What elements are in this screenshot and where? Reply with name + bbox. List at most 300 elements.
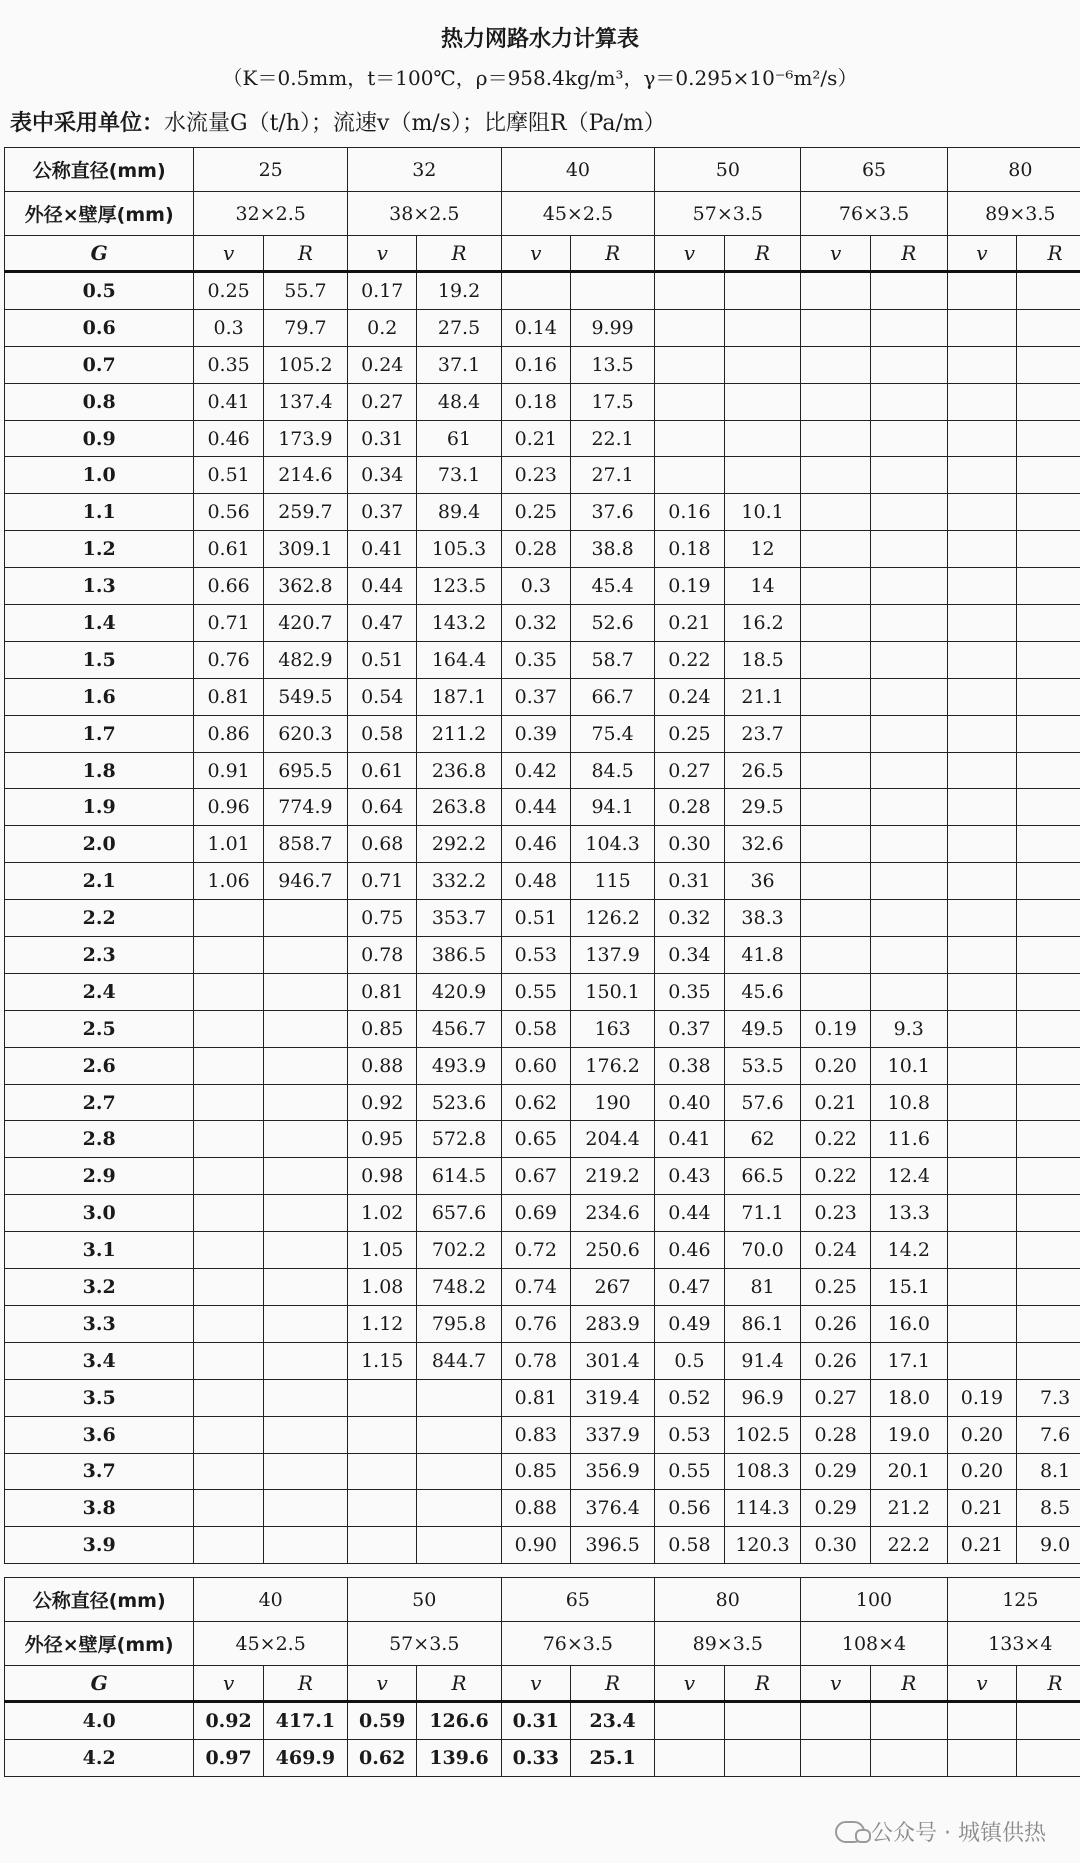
resistance-cell: 16.2 bbox=[724, 605, 801, 642]
velocity-header: v bbox=[347, 1666, 416, 1702]
table-row bbox=[5, 900, 1080, 937]
velocity-cell: 0.54 bbox=[348, 678, 417, 715]
resistance-cell: 702.2 bbox=[417, 1232, 501, 1269]
resistance-cell bbox=[870, 346, 947, 383]
velocity-cell bbox=[655, 1702, 724, 1740]
resistance-cell bbox=[1017, 420, 1080, 457]
resistance-cell: 126.6 bbox=[417, 1702, 501, 1740]
resistance-cell bbox=[1017, 1232, 1080, 1269]
velocity-cell: 0.21 bbox=[655, 605, 724, 642]
velocity-cell: 0.25 bbox=[194, 272, 263, 310]
velocity-cell: 0.17 bbox=[348, 272, 417, 310]
velocity-cell bbox=[947, 1232, 1016, 1269]
velocity-cell: 0.28 bbox=[655, 789, 724, 826]
resistance-cell: 844.7 bbox=[417, 1342, 501, 1379]
resistance-cell: 16.0 bbox=[870, 1305, 947, 1342]
flow-cell: 2.2 bbox=[5, 900, 194, 937]
resistance-cell: 236.8 bbox=[417, 752, 501, 789]
resistance-cell: 91.4 bbox=[724, 1342, 801, 1379]
resistance-cell bbox=[1017, 900, 1080, 937]
resistance-cell: 126.2 bbox=[571, 900, 655, 937]
velocity-cell bbox=[655, 309, 724, 346]
resistance-cell: 61 bbox=[417, 420, 501, 457]
velocity-cell bbox=[801, 900, 870, 937]
resistance-cell: 137.4 bbox=[263, 383, 347, 420]
dn-cell: 50 bbox=[347, 1578, 501, 1622]
hydraulic-table-upper bbox=[4, 147, 1080, 1564]
velocity-cell: 1.01 bbox=[194, 826, 263, 863]
resistance-cell bbox=[724, 272, 801, 310]
velocity-cell bbox=[947, 383, 1016, 420]
flow-cell: 2.3 bbox=[5, 937, 194, 974]
velocity-header: v bbox=[501, 1666, 570, 1702]
velocity-cell: 0.27 bbox=[655, 752, 724, 789]
velocity-cell: 0.91 bbox=[194, 752, 263, 789]
flow-cell: 3.2 bbox=[5, 1269, 194, 1306]
units-note bbox=[10, 106, 666, 137]
velocity-cell: 0.81 bbox=[194, 678, 263, 715]
velocity-cell: 0.51 bbox=[194, 457, 263, 494]
resistance-cell: 17.1 bbox=[870, 1342, 947, 1379]
resistance-cell bbox=[1017, 826, 1080, 863]
resistance-cell: 105.2 bbox=[263, 346, 347, 383]
resistance-cell: 86.1 bbox=[724, 1305, 801, 1342]
resistance-cell bbox=[263, 1195, 347, 1232]
dn-cell: 80 bbox=[655, 1578, 801, 1622]
velocity-cell: 0.21 bbox=[947, 1490, 1016, 1527]
velocity-cell: 0.44 bbox=[348, 568, 417, 605]
velocity-cell bbox=[947, 346, 1016, 383]
velocity-cell: 0.21 bbox=[501, 420, 570, 457]
velocity-cell: 0.60 bbox=[501, 1047, 570, 1084]
resistance-cell bbox=[870, 641, 947, 678]
resistance-cell: 21.2 bbox=[870, 1490, 947, 1527]
velocity-cell bbox=[194, 1453, 263, 1490]
nominal-diameter-row bbox=[5, 1578, 1080, 1622]
velocity-cell bbox=[947, 789, 1016, 826]
resistance-cell: 695.5 bbox=[263, 752, 347, 789]
flow-cell: 3.6 bbox=[5, 1416, 194, 1453]
dn-cell: 25 bbox=[194, 148, 348, 192]
resistance-cell: 7.3 bbox=[1017, 1379, 1080, 1416]
velocity-cell bbox=[194, 1269, 263, 1306]
velocity-cell: 0.62 bbox=[347, 1740, 416, 1777]
velocity-cell: 0.18 bbox=[501, 383, 570, 420]
resistance-cell: 143.2 bbox=[417, 605, 501, 642]
resistance-cell bbox=[1017, 973, 1080, 1010]
resistance-cell: 79.7 bbox=[263, 309, 347, 346]
velocity-cell: 0.22 bbox=[655, 641, 724, 678]
resistance-cell bbox=[724, 420, 801, 457]
velocity-cell bbox=[947, 1342, 1016, 1379]
velocity-cell: 0.3 bbox=[194, 309, 263, 346]
velocity-cell: 0.52 bbox=[655, 1379, 724, 1416]
resistance-cell: 353.7 bbox=[417, 900, 501, 937]
lower-table-body bbox=[5, 1702, 1080, 1777]
flow-cell: 1.5 bbox=[5, 641, 194, 678]
velocity-cell: 1.02 bbox=[348, 1195, 417, 1232]
resistance-cell: 41.8 bbox=[724, 937, 801, 974]
velocity-cell: 0.85 bbox=[501, 1453, 570, 1490]
velocity-cell bbox=[801, 568, 870, 605]
velocity-cell: 0.48 bbox=[501, 863, 570, 900]
velocity-cell: 0.58 bbox=[348, 715, 417, 752]
resistance-cell: 115 bbox=[571, 863, 655, 900]
velocity-cell bbox=[947, 420, 1016, 457]
velocity-cell bbox=[194, 1121, 263, 1158]
table-row bbox=[5, 1416, 1080, 1453]
resistance-cell: 10.1 bbox=[870, 1047, 947, 1084]
flow-cell: 1.3 bbox=[5, 568, 194, 605]
resistance-cell: 176.2 bbox=[571, 1047, 655, 1084]
resistance-cell: 84.5 bbox=[571, 752, 655, 789]
resistance-cell bbox=[724, 1702, 801, 1740]
resistance-cell: 96.9 bbox=[724, 1379, 801, 1416]
resistance-cell bbox=[870, 531, 947, 568]
resistance-cell: 102.5 bbox=[724, 1416, 801, 1453]
velocity-cell bbox=[801, 973, 870, 1010]
velocity-cell: 0.33 bbox=[501, 1740, 570, 1777]
resistance-cell: 283.9 bbox=[571, 1305, 655, 1342]
velocity-cell: 0.55 bbox=[655, 1453, 724, 1490]
resistance-cell: 214.6 bbox=[263, 457, 347, 494]
watermark-text: 公众号 · 城镇供热 bbox=[871, 1821, 1046, 1846]
resistance-cell: 14.2 bbox=[870, 1232, 947, 1269]
velocity-cell: 0.21 bbox=[801, 1084, 870, 1121]
resistance-cell bbox=[870, 420, 947, 457]
velocity-cell: 0.26 bbox=[801, 1305, 870, 1342]
velocity-cell bbox=[194, 973, 263, 1010]
velocity-cell: 0.37 bbox=[655, 1010, 724, 1047]
velocity-cell bbox=[655, 272, 724, 310]
resistance-cell: 104.3 bbox=[571, 826, 655, 863]
resistance-header: R bbox=[417, 1666, 501, 1702]
flow-cell: 1.8 bbox=[5, 752, 194, 789]
dn-cell: 40 bbox=[194, 1578, 348, 1622]
velocity-cell: 0.41 bbox=[194, 383, 263, 420]
resistance-cell: 70.0 bbox=[724, 1232, 801, 1269]
velocity-cell: 0.55 bbox=[501, 973, 570, 1010]
table-row bbox=[5, 1121, 1080, 1158]
velocity-cell: 0.24 bbox=[801, 1232, 870, 1269]
resistance-cell bbox=[870, 309, 947, 346]
od-cell: 32×2.5 bbox=[194, 192, 348, 236]
velocity-cell: 0.67 bbox=[501, 1158, 570, 1195]
resistance-cell bbox=[571, 272, 655, 310]
dn-cell: 65 bbox=[801, 148, 947, 192]
velocity-cell bbox=[947, 1121, 1016, 1158]
flow-cell: 1.0 bbox=[5, 457, 194, 494]
resistance-cell bbox=[870, 383, 947, 420]
resistance-cell: 137.9 bbox=[571, 937, 655, 974]
velocity-cell bbox=[801, 420, 870, 457]
resistance-cell: 58.7 bbox=[571, 641, 655, 678]
resistance-header: R bbox=[724, 1666, 801, 1702]
resistance-cell: 19.2 bbox=[417, 272, 501, 310]
velocity-cell: 0.53 bbox=[501, 937, 570, 974]
resistance-cell: 211.2 bbox=[417, 715, 501, 752]
velocity-header: v bbox=[801, 1666, 870, 1702]
resistance-cell: 420.9 bbox=[417, 973, 501, 1010]
velocity-header: v bbox=[947, 236, 1016, 272]
od-cell: 38×2.5 bbox=[348, 192, 502, 236]
wechat-icon bbox=[835, 1821, 865, 1843]
resistance-cell: 71.1 bbox=[724, 1195, 801, 1232]
resistance-cell bbox=[263, 1047, 347, 1084]
velocity-cell bbox=[801, 346, 870, 383]
od-cell: 57×3.5 bbox=[655, 192, 801, 236]
velocity-cell: 0.44 bbox=[501, 789, 570, 826]
resistance-cell: 356.9 bbox=[571, 1453, 655, 1490]
dn-cell: 100 bbox=[801, 1578, 947, 1622]
velocity-cell bbox=[194, 1527, 263, 1564]
velocity-cell bbox=[947, 605, 1016, 642]
resistance-cell bbox=[1017, 605, 1080, 642]
velocity-cell: 0.98 bbox=[348, 1158, 417, 1195]
resistance-cell: 7.6 bbox=[1017, 1416, 1080, 1453]
resistance-cell: 219.2 bbox=[571, 1158, 655, 1195]
resistance-cell: 774.9 bbox=[263, 789, 347, 826]
velocity-cell bbox=[947, 1158, 1016, 1195]
velocity-cell: 0.32 bbox=[501, 605, 570, 642]
velocity-cell bbox=[194, 937, 263, 974]
resistance-cell: 114.3 bbox=[724, 1490, 801, 1527]
flow-cell: 3.3 bbox=[5, 1305, 194, 1342]
resistance-cell: 417.1 bbox=[263, 1702, 347, 1740]
flow-cell: 2.6 bbox=[5, 1047, 194, 1084]
resistance-header: R bbox=[724, 236, 801, 272]
velocity-header: v bbox=[947, 1666, 1016, 1702]
velocity-cell: 0.97 bbox=[194, 1740, 263, 1777]
resistance-cell: 187.1 bbox=[417, 678, 501, 715]
resistance-cell: 362.8 bbox=[263, 568, 347, 605]
resistance-cell: 123.5 bbox=[417, 568, 501, 605]
table-row bbox=[5, 678, 1080, 715]
velocity-cell bbox=[947, 937, 1016, 974]
flow-cell: 4.0 bbox=[5, 1702, 194, 1740]
resistance-cell: 45.6 bbox=[724, 973, 801, 1010]
resistance-cell bbox=[724, 346, 801, 383]
resistance-cell: 26.5 bbox=[724, 752, 801, 789]
flow-cell: 3.8 bbox=[5, 1490, 194, 1527]
resistance-cell: 259.7 bbox=[263, 494, 347, 531]
velocity-cell: 0.19 bbox=[801, 1010, 870, 1047]
resistance-cell: 20.1 bbox=[870, 1453, 947, 1490]
resistance-cell: 319.4 bbox=[571, 1379, 655, 1416]
velocity-cell bbox=[801, 826, 870, 863]
flow-cell: 1.4 bbox=[5, 605, 194, 642]
velocity-cell bbox=[947, 715, 1016, 752]
od-cell: 108×4 bbox=[801, 1622, 947, 1666]
velocity-cell bbox=[194, 1379, 263, 1416]
resistance-cell: 795.8 bbox=[417, 1305, 501, 1342]
velocity-cell: 0.71 bbox=[194, 605, 263, 642]
table-row bbox=[5, 1527, 1080, 1564]
resistance-cell: 8.5 bbox=[1017, 1490, 1080, 1527]
velocity-cell bbox=[194, 1084, 263, 1121]
table-row bbox=[5, 937, 1080, 974]
velocity-cell bbox=[947, 752, 1016, 789]
table-row bbox=[5, 1453, 1080, 1490]
velocity-cell: 0.24 bbox=[348, 346, 417, 383]
resistance-cell: 614.5 bbox=[417, 1158, 501, 1195]
resistance-cell bbox=[870, 937, 947, 974]
resistance-cell bbox=[1017, 1084, 1080, 1121]
velocity-cell bbox=[801, 272, 870, 310]
table-row bbox=[5, 346, 1080, 383]
flow-cell: 0.6 bbox=[5, 309, 194, 346]
table-row bbox=[5, 752, 1080, 789]
velocity-cell bbox=[801, 531, 870, 568]
resistance-cell bbox=[870, 605, 947, 642]
resistance-cell bbox=[1017, 309, 1080, 346]
resistance-cell: 234.6 bbox=[571, 1195, 655, 1232]
units-text: 水流量G（t/h）；流速v（m/s）；比摩阻R（Pa/m） bbox=[164, 111, 666, 136]
table-row bbox=[5, 1379, 1080, 1416]
resistance-header: R bbox=[263, 1666, 347, 1702]
resistance-cell: 73.1 bbox=[417, 457, 501, 494]
velocity-cell: 0.46 bbox=[194, 420, 263, 457]
velocity-cell: 0.23 bbox=[801, 1195, 870, 1232]
velocity-cell: 0.35 bbox=[194, 346, 263, 383]
velocity-cell bbox=[194, 1010, 263, 1047]
velocity-cell bbox=[947, 973, 1016, 1010]
velocity-cell: 1.15 bbox=[348, 1342, 417, 1379]
resistance-cell: 22.2 bbox=[870, 1527, 947, 1564]
velocity-cell: 0.37 bbox=[348, 494, 417, 531]
velocity-cell: 0.41 bbox=[655, 1121, 724, 1158]
velocity-cell bbox=[801, 863, 870, 900]
resistance-cell bbox=[417, 1453, 501, 1490]
resistance-cell bbox=[263, 1232, 347, 1269]
resistance-cell: 946.7 bbox=[263, 863, 347, 900]
resistance-cell: 15.1 bbox=[870, 1269, 947, 1306]
resistance-cell: 13.5 bbox=[571, 346, 655, 383]
flow-cell: 3.1 bbox=[5, 1232, 194, 1269]
resistance-cell: 14 bbox=[724, 568, 801, 605]
resistance-cell: 858.7 bbox=[263, 826, 347, 863]
table-row bbox=[5, 826, 1080, 863]
outer-diameter-label: 外径×壁厚(mm) bbox=[5, 192, 194, 236]
velocity-cell bbox=[947, 1047, 1016, 1084]
velocity-cell: 0.2 bbox=[348, 309, 417, 346]
velocity-cell: 0.19 bbox=[947, 1379, 1016, 1416]
table-row bbox=[5, 383, 1080, 420]
velocity-cell: 0.95 bbox=[348, 1121, 417, 1158]
velocity-cell bbox=[801, 1702, 870, 1740]
resistance-cell bbox=[1017, 641, 1080, 678]
resistance-cell: 173.9 bbox=[263, 420, 347, 457]
velocity-cell bbox=[801, 494, 870, 531]
velocity-cell: 0.19 bbox=[655, 568, 724, 605]
velocity-cell bbox=[801, 937, 870, 974]
resistance-cell: 94.1 bbox=[571, 789, 655, 826]
resistance-cell: 29.5 bbox=[724, 789, 801, 826]
resistance-cell: 469.9 bbox=[263, 1740, 347, 1777]
resistance-cell bbox=[1017, 1305, 1080, 1342]
velocity-cell: 0.76 bbox=[501, 1305, 570, 1342]
resistance-cell bbox=[1017, 383, 1080, 420]
table-row bbox=[5, 605, 1080, 642]
velocity-cell bbox=[655, 346, 724, 383]
resistance-cell: 456.7 bbox=[417, 1010, 501, 1047]
velocity-cell bbox=[947, 494, 1016, 531]
velocity-cell: 0.69 bbox=[501, 1195, 570, 1232]
velocity-cell bbox=[194, 1342, 263, 1379]
resistance-cell: 37.1 bbox=[417, 346, 501, 383]
velocity-cell bbox=[947, 1269, 1016, 1306]
velocity-cell: 0.78 bbox=[348, 937, 417, 974]
flow-header: G bbox=[5, 236, 194, 272]
velocity-cell: 0.30 bbox=[801, 1527, 870, 1564]
table-row bbox=[5, 494, 1080, 531]
watermark bbox=[835, 1816, 1046, 1847]
velocity-cell: 0.5 bbox=[655, 1342, 724, 1379]
resistance-cell: 190 bbox=[571, 1084, 655, 1121]
outer-diameter-row bbox=[5, 192, 1080, 236]
resistance-cell bbox=[1017, 568, 1080, 605]
resistance-cell bbox=[1017, 1269, 1080, 1306]
resistance-cell bbox=[1017, 1010, 1080, 1047]
od-cell: 57×3.5 bbox=[347, 1622, 501, 1666]
velocity-cell: 0.38 bbox=[655, 1047, 724, 1084]
velocity-cell: 0.35 bbox=[655, 973, 724, 1010]
velocity-cell: 0.75 bbox=[348, 900, 417, 937]
flow-header: G bbox=[5, 1666, 194, 1702]
velocity-cell bbox=[801, 715, 870, 752]
velocity-cell bbox=[801, 678, 870, 715]
resistance-cell bbox=[724, 1740, 801, 1777]
resistance-cell bbox=[724, 457, 801, 494]
od-cell: 76×3.5 bbox=[501, 1622, 655, 1666]
velocity-cell bbox=[947, 457, 1016, 494]
velocity-cell: 0.85 bbox=[348, 1010, 417, 1047]
flow-cell: 0.7 bbox=[5, 346, 194, 383]
resistance-header: R bbox=[870, 236, 947, 272]
velocity-cell: 0.20 bbox=[947, 1453, 1016, 1490]
flow-cell: 3.0 bbox=[5, 1195, 194, 1232]
velocity-cell: 0.30 bbox=[655, 826, 724, 863]
resistance-cell bbox=[263, 973, 347, 1010]
table-row bbox=[5, 309, 1080, 346]
flow-cell: 4.2 bbox=[5, 1740, 194, 1777]
velocity-cell: 0.22 bbox=[801, 1158, 870, 1195]
flow-cell: 2.5 bbox=[5, 1010, 194, 1047]
resistance-cell bbox=[263, 1269, 347, 1306]
resistance-cell: 12 bbox=[724, 531, 801, 568]
resistance-cell: 386.5 bbox=[417, 937, 501, 974]
resistance-cell bbox=[1017, 1047, 1080, 1084]
resistance-cell bbox=[870, 1740, 947, 1777]
velocity-cell: 0.28 bbox=[801, 1416, 870, 1453]
velocity-cell: 0.90 bbox=[501, 1527, 570, 1564]
flow-cell: 1.7 bbox=[5, 715, 194, 752]
resistance-header: R bbox=[263, 236, 347, 272]
resistance-cell: 25.1 bbox=[571, 1740, 655, 1777]
dn-cell: 32 bbox=[348, 148, 502, 192]
flow-cell: 2.1 bbox=[5, 863, 194, 900]
od-cell: 76×3.5 bbox=[801, 192, 947, 236]
velocity-cell: 0.27 bbox=[801, 1379, 870, 1416]
table-row bbox=[5, 457, 1080, 494]
resistance-cell: 139.6 bbox=[417, 1740, 501, 1777]
velocity-cell bbox=[655, 1740, 724, 1777]
velocity-header: v bbox=[194, 1666, 263, 1702]
resistance-cell: 420.7 bbox=[263, 605, 347, 642]
table-row bbox=[5, 1490, 1080, 1527]
resistance-cell: 13.3 bbox=[870, 1195, 947, 1232]
resistance-cell bbox=[1017, 1121, 1080, 1158]
